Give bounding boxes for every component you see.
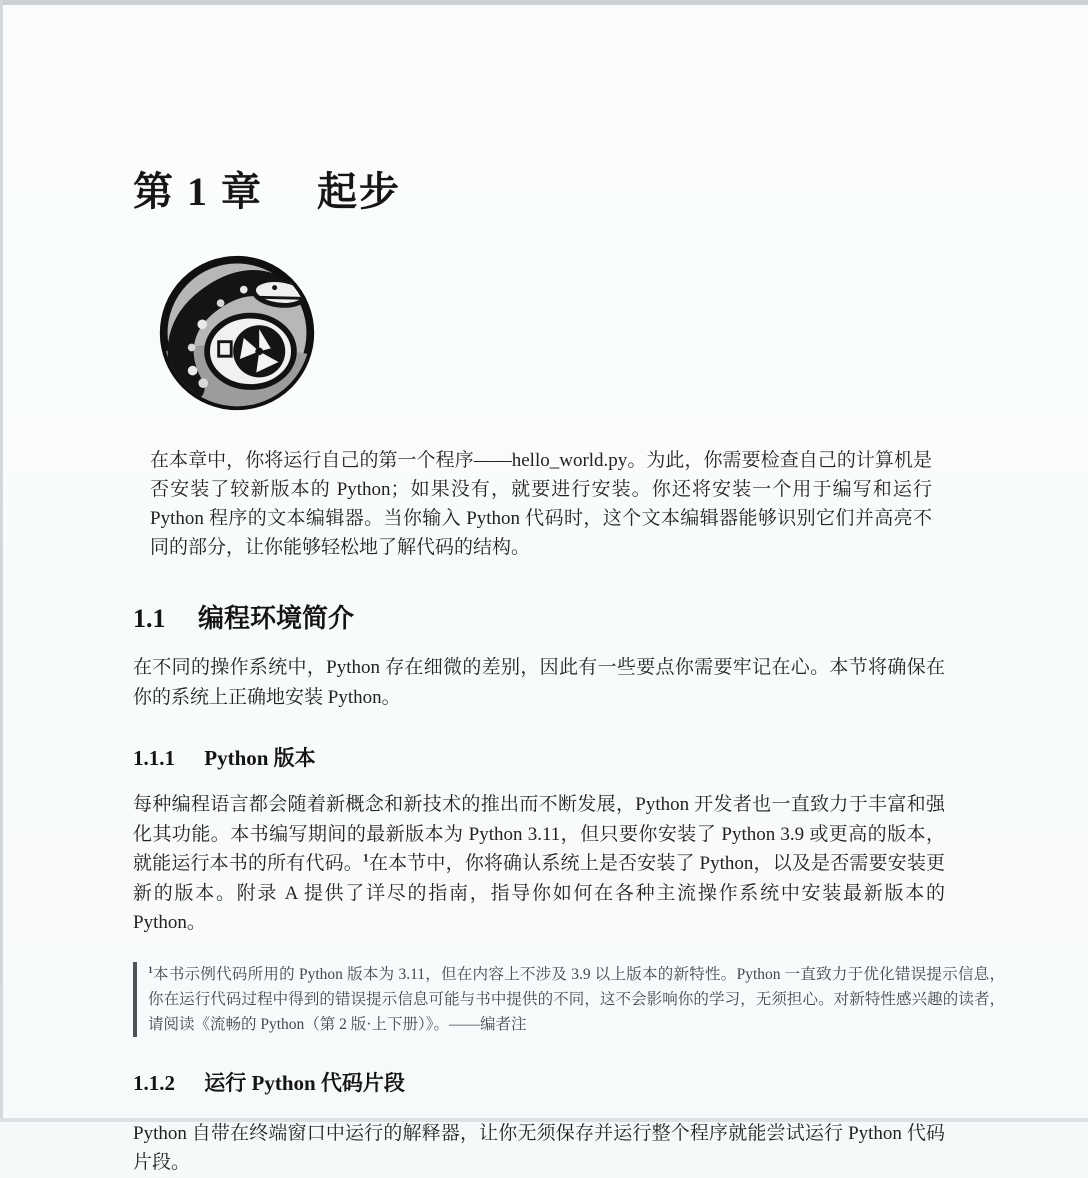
snake-spot: [240, 286, 248, 294]
page-left-edge: [0, 0, 3, 1122]
section-1-1-2-heading: [133, 1067, 1005, 1097]
footnote-reference-superscript: 1: [362, 851, 369, 865]
section-1-1-1-number: 1.1.1: [133, 746, 175, 770]
paragraph-text: 每种编程语言都会随着新概念和新技术的推出而不断发展，Python 开发者也一直致力于丰富和强化其功能。本书编写期间的最新版本为 Python 3.11，但只要你安装了 Python 3.9 或更高的版本，就能运行本书的所有代码。: [133, 794, 945, 874]
python-engine-illustration: [155, 251, 319, 415]
snake-spot: [188, 366, 198, 376]
chapter-number: 第 1 章: [133, 169, 263, 214]
page-bottom-edge: [0, 1118, 1088, 1122]
section-1-1-2-title: 运行 Python 代码片段: [204, 1070, 405, 1095]
snake-eye: [272, 285, 277, 290]
snake-spot: [188, 344, 196, 352]
paragraph-text: 在本节中，你将确认系统上是否安装了 Python，以及是否需要安装更新的版本。附录 A 提供了详尽的指南，指导你如何在各种主流操作系统中安装最新版本的 Python。: [133, 853, 945, 933]
section-1-1-heading: [133, 598, 1005, 635]
chapter-title: 起步: [317, 169, 401, 214]
footnote-text: 本书示例代码所用的 Python 版本为 3.11，但在内容上不涉及 3.9 以上版本的新特性。Python 一直致力于优化错误提示信息，你在运行代码过程中得到的错误提示信息可能与书中提供的不同，这不会影响你的学习，无须担心。对新特性感兴趣的读者，请阅读《流畅的 Python（第 2 版·上下册）》。——编者注: [148, 965, 1005, 1033]
section-1-1-number: 1.1: [133, 604, 166, 633]
chapter-intro-paragraph: 在本章中，你将运行自己的第一个程序——hello_world.py。为此，你需要检查自己的计算机是否安装了较新版本的 Python；如果没有，就要进行安装。你还将安装一个用于编写和运行 Python 程序的文本编辑器。当你输入 Python 代码时，这个文本编辑器能够识别它们并高亮不同的部分，让你能够轻松地了解代码的结构。: [150, 450, 932, 558]
snake-mouth: [259, 297, 301, 298]
section-1-1-2-number: 1.1.2: [133, 1070, 175, 1095]
section-1-1-1-paragraph: [133, 790, 945, 938]
snake-spot: [198, 378, 208, 388]
snake-spot: [217, 299, 225, 307]
chapter-heading: [133, 160, 1005, 217]
section-1-1-1-heading: [133, 742, 1005, 772]
section-1-1-1-title: Python 版本: [204, 746, 316, 770]
page-content: [133, 0, 1005, 1178]
snake-spot: [197, 319, 207, 329]
section-1-1-2-paragraph: Python 自带在终端窗口中运行的解释器，让你无须保存并运行整个程序就能尝试运行 Python 代码片段。: [133, 1122, 945, 1173]
section-1-1-paragraph: 在不同的操作系统中，Python 存在细微的差别，因此有一些要点你需要牢记在心。本节将确保在你的系统上正确地安装 Python。: [133, 657, 945, 708]
footnote-block: [133, 962, 1005, 1037]
footnote-marker: 1: [148, 964, 153, 976]
section-1-1-title: 编程环境简介: [198, 604, 355, 633]
